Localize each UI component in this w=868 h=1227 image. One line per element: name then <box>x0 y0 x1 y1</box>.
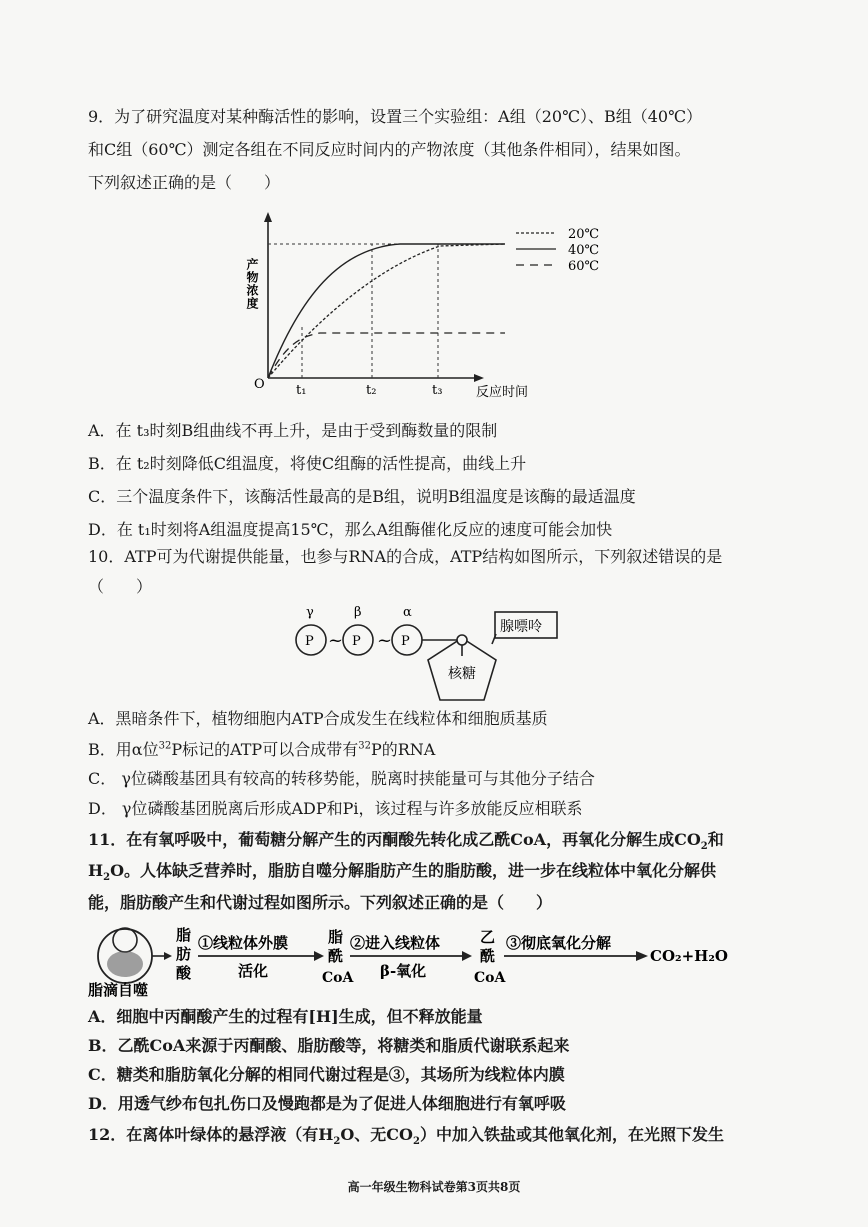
graph-legend <box>516 227 599 274</box>
p-beta: P <box>352 634 361 649</box>
q9-stem-line2: 和C组（60℃）测定各组在不同反应时间内的产物浓度（其他条件相同），结果如图。 <box>88 140 691 159</box>
q11-option-c: C．糖类和脂肪氧化分解的相同代谢过程是③，其场所为线粒体内膜 <box>88 1065 565 1084</box>
step2-bottom: β-氧化 <box>380 962 427 980</box>
q10-b-post: P的RNA <box>370 740 436 759</box>
fattyacid-char3: 酸 <box>176 964 192 982</box>
graph-x-label: 反应时间 <box>476 385 529 400</box>
greek-alpha: α <box>403 605 412 620</box>
acyl-char1: 脂 <box>328 928 344 946</box>
legend-20c: 20℃ <box>568 227 600 242</box>
q10-b-sup2: 32 <box>358 740 371 752</box>
q9-option-a: A．在 t₃时刻B组曲线不再上升，是由于受到酶数量的限制 <box>88 421 498 440</box>
q11-option-d: D．用透气纱布包扎伤口及慢跑都是为了促进人体细胞进行有氧呼吸 <box>88 1094 566 1113</box>
step2-top: ②进入线粒体 <box>350 934 441 952</box>
q10-b-sup1: 32 <box>158 740 172 752</box>
adenine-label: 腺嘌呤 <box>500 619 542 635</box>
flow-product: CO₂+H₂O <box>650 947 728 965</box>
q12-s1-mid: O、无CO <box>340 1125 413 1144</box>
tilde-1: ~ <box>328 630 344 651</box>
legend-60c: 60℃ <box>568 259 600 274</box>
p-alpha: P <box>401 634 410 649</box>
q11-s2-pre: H <box>88 861 104 880</box>
graph-y-label: 产物浓度 <box>245 258 259 310</box>
acyl-coa: CoA <box>322 970 354 986</box>
legend-40c: 40℃ <box>568 243 600 258</box>
acetyl-char2: 酰 <box>480 947 496 965</box>
atp-structure-diagram <box>0 598 868 708</box>
q9-option-c: C．三个温度条件下，该酶活性最高的是B组，说明B组温度是该酶的最适温度 <box>88 487 636 506</box>
graph-origin: O <box>254 377 265 392</box>
q11-stem-line1 <box>88 827 724 852</box>
q12-s1-pre: 12．在离体叶绿体的悬浮液（有H <box>88 1125 334 1144</box>
q10-option-b <box>88 737 435 760</box>
p-gamma: P <box>305 634 314 649</box>
acetyl-char1: 乙 <box>480 928 496 946</box>
greek-gamma: γ <box>306 605 314 620</box>
q11-s1-sub: 2 <box>700 841 708 853</box>
q10-stem-line2: （ ） <box>88 577 153 596</box>
q9-stem-line3: 下列叙述正确的是（ ） <box>88 173 281 192</box>
curve-40c <box>268 244 505 378</box>
q12-s1-sub: 2 <box>333 1136 341 1148</box>
q11-s1-pre: 11．在有氧呼吸中，葡萄糖分解产生的丙酮酸先转化成乙酰CoA，再氧化分解生成CO <box>88 830 701 849</box>
q10-option-d: D． γ位磷酸基团脱离后形成ADP和Pi，该过程与许多放能反应相联系 <box>88 799 583 818</box>
lipid-droplet-icon <box>98 928 152 983</box>
x-axis-arrow <box>474 374 484 382</box>
q10-stem-line1: 10．ATP可为代谢提供能量，也参与RNA的合成，ATP结构如图所示，下列叙述错误的是 <box>88 547 723 566</box>
curve-20c <box>268 244 505 378</box>
tick-t1: t₁ <box>296 383 307 398</box>
acetyl-coa: CoA <box>474 970 506 986</box>
q10-option-a: A．黑暗条件下，植物细胞内ATP合成发生在线粒体和细胞质基质 <box>88 709 548 728</box>
q11-s2-post: O。人体缺乏营养时，脂肪自噬分解脂肪产生的脂肪酸，进一步在线粒体中氧化分解供 <box>110 861 717 880</box>
q9-option-b: B．在 t₂时刻降低C组温度，将使C组酶的活性提高，曲线上升 <box>88 454 527 473</box>
q10-option-c: C． γ位磷酸基团具有较高的转移势能，脱离时挟能量可与其他分子结合 <box>88 769 595 788</box>
q11-stem-line2 <box>88 858 716 883</box>
fatty-acid-metabolism-flow <box>0 920 868 1000</box>
tick-t3: t₃ <box>432 383 443 398</box>
step3-top: ③彻底氧化分解 <box>506 934 612 952</box>
step1-top: ①线粒体外膜 <box>198 934 289 952</box>
q12-s1-post: ）中加入铁盐或其他氧化剂，在光照下发生 <box>419 1125 724 1144</box>
q11-stem-line3: 能，脂肪酸产生和代谢过程如图所示。下列叙述正确的是（ ） <box>88 893 553 912</box>
tick-t2: t₂ <box>366 383 377 398</box>
q10-b-pre: B．用α位 <box>88 740 159 759</box>
graph-axes <box>268 218 478 378</box>
y-axis-arrow <box>264 212 272 222</box>
q11-s1-post: 和 <box>707 830 724 849</box>
q10-b-mid: P标记的ATP可以合成带有 <box>171 740 359 759</box>
q9-product-concentration-graph <box>0 196 868 416</box>
q12-stem-line1 <box>88 1122 724 1147</box>
q12-s1-sub2: 2 <box>412 1136 420 1148</box>
ribose-label: 核糖 <box>448 666 476 682</box>
q9-stem-line1: 9．为了研究温度对某种酶活性的影响，设置三个实验组：A组（20℃）、B组（40℃） <box>88 107 703 126</box>
step1-bottom: 活化 <box>238 962 269 980</box>
droplet-label: 脂滴自噬 <box>88 981 149 999</box>
q11-option-a: A．细胞中丙酮酸产生的过程有[H]生成，但不释放能量 <box>88 1007 483 1026</box>
acyl-char2: 酰 <box>328 947 344 965</box>
q9-option-d: D．在 t₁时刻将A组温度提高15℃，那么A组酶催化反应的速度可能会加快 <box>88 520 613 539</box>
greek-beta: β <box>354 605 362 620</box>
tilde-2: ~ <box>377 630 393 651</box>
graph-guides <box>268 244 505 378</box>
fattyacid-char2: 肪 <box>176 945 192 963</box>
page-footer: 高一年级生物科试卷第3页共8页 <box>347 1180 521 1194</box>
q11-option-b: B．乙酰CoA来源于丙酮酸、脂肪酸等，将糖类和脂质代谢联系起来 <box>88 1036 570 1055</box>
q11-s2-sub: 2 <box>103 872 111 884</box>
fattyacid-char1: 脂 <box>176 926 192 944</box>
